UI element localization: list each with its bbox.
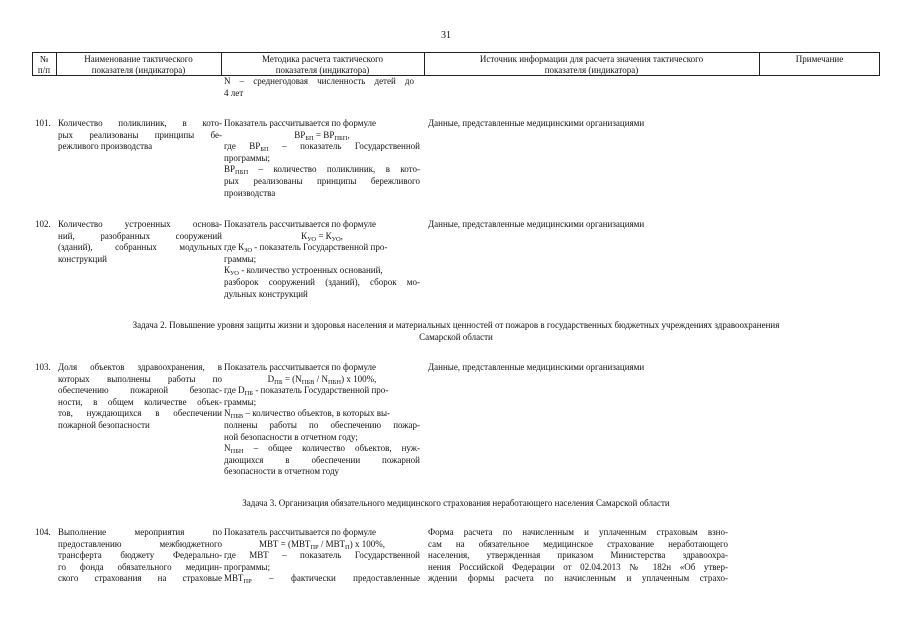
- data-source: Форма расчета по начисленным и уплаченным страховым взно- сам на обязательное медицинское страхование неработающего населения, утвержденная приказом Министерства здравоохра- нения Российской Федерации от 02.04.2013 № 182н «Об утвер- ждении формы расчета по начисленным и уплаченным страхо-: [428, 527, 728, 584]
- header-col-number: № п/п: [37, 54, 51, 75]
- header-col-source: Источник информации для расчета значения тактического показателя (индикатора): [479, 54, 704, 75]
- methodology: Показатель рассчитывается по формуле $D_{ПБ} = (N_{ПБВ} / N_{ПБН})$ х 100%, где $D_{ПБ}$ - показатель Государственной про- граммы; $N_{ПБВ}$ – количество объектов, в которых вы- полнены работы по обеспечению пожар- ной безопасности в отчетном году; $N_{ПБН}$ – общее количество объектов, нуж- дающихся в обеспечении пожарной безопасности в отчетном году: [224, 362, 420, 477]
- methodology: Показатель рассчитывается по формуле $ВР_{БП} = ВР_{ПБП}$, где $ВР_{БП}$ – показатель Государственной программы; $ВР_{ПБП}$ – количество поликлиник, в кото- рых реализованы принципы бережливого производства: [224, 118, 420, 198]
- indicator-name: Доля объектов здравоохранения, в которых выполнены работы по обеспечению пожарной безопас- ности, в общем количестве объек- тов, нуждающихся в обеспечении пожарной безопасности: [58, 362, 222, 430]
- table-header: [32, 52, 880, 76]
- header-divider: [56, 52, 57, 75]
- formula: $ВР_{БП} = ВР_{ПБП}$,: [294, 129, 350, 142]
- task-heading: Задача 2. Повышение уровня защиты жизни и здоровья населения и материальных ценностей от пожаров в государственных бюджетных учреждениях здравоохранения Самарской области: [132, 320, 780, 342]
- indicator-name: Количество поликлиник, в кото- рых реализованы принципы бе- режливого производства: [58, 118, 222, 152]
- header-divider: [221, 52, 222, 75]
- data-source: Данные, представленные медицинскими организациями: [428, 118, 645, 128]
- data-source: Данные, представленные медицинскими организациями: [428, 362, 645, 372]
- header-col-indicator-name: Наименование тактического показателя (индикатора): [84, 54, 193, 75]
- header-divider: [759, 52, 760, 75]
- formula: $К_{УО} = К_{УО}$,: [301, 230, 343, 243]
- header-col-methodology: Методика расчета тактического показателя (индикатора): [261, 54, 384, 75]
- methodology: Показатель рассчитывается по формуле МВТ = $(МВТ_{ПР} / МВТ_П)$ х 100%, где МВТ – показатель Государственной программы; $МВТ_{ПР}$ – фактически предоставленные: [224, 527, 420, 586]
- row-number: 103.: [35, 362, 51, 372]
- row-number: 104.: [35, 527, 51, 537]
- header-divider: [32, 52, 33, 75]
- formula: МВТ = $(МВТ_{ПР} / МВТ_П)$ х 100%,: [259, 538, 385, 551]
- header-col-note: Примечание: [795, 54, 844, 64]
- indicator-name: Количество устроенных основа- ний, разобранных сооружений (зданий), собранных модульных конструкций: [58, 219, 222, 264]
- continuation-line: N – среднегодовая численность детей до: [224, 76, 414, 86]
- continuation-line: 4 лет: [224, 87, 244, 98]
- indicator-name: Выполнение мероприятия по предоставлению межбюджетного трансферта бюджету Федерально- го фонда обязательного медицин- ского страхования на страховые: [58, 527, 222, 584]
- row-number: 101.: [35, 118, 51, 128]
- row-number: 102.: [35, 219, 51, 229]
- formula: $D_{ПБ} = (N_{ПБВ} / N_{ПБН})$ х 100%,: [267, 373, 377, 386]
- page-number: 31: [441, 30, 451, 41]
- methodology: Показатель рассчитывается по формуле $К_{УО} = К_{УО}$, где $К_{ЗО}$ - показатель Государственной про- граммы; $К_{УО}$ - количество устроенных оснований, разборок сооружений (зданий), сборок мо- дульных конструкций: [224, 219, 420, 299]
- header-divider: [879, 52, 880, 75]
- task-heading: Задача 3. Организация обязательного медицинского страхования неработающего населения Самарской области: [242, 498, 670, 508]
- header-divider: [424, 52, 425, 75]
- data-source: Данные, представленные медицинскими организациями: [428, 219, 645, 229]
